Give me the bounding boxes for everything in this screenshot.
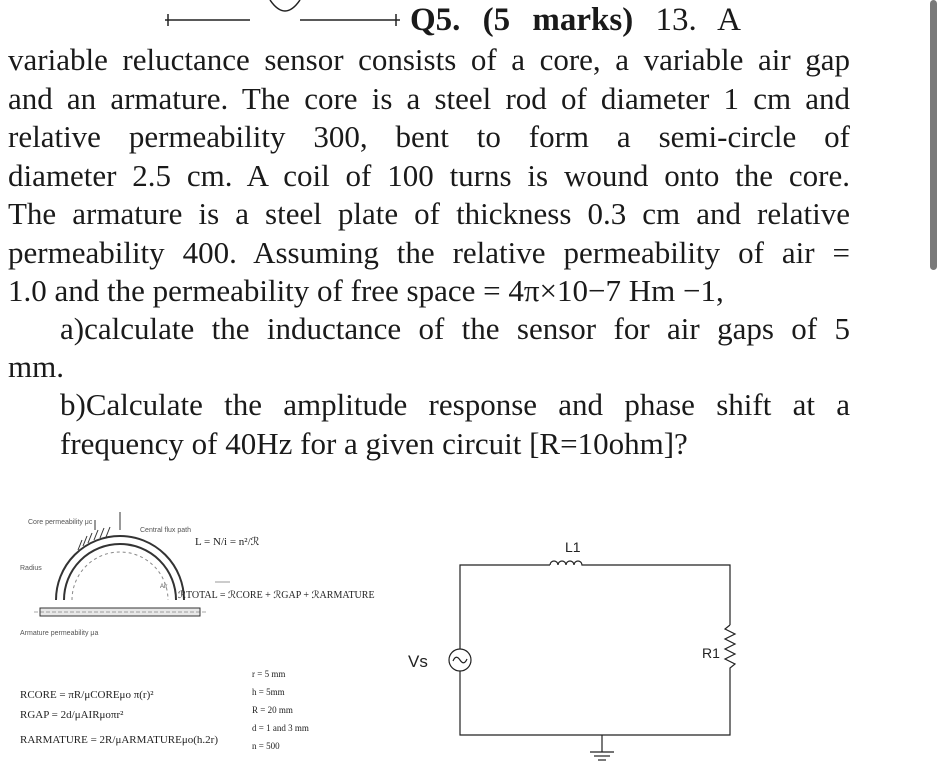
armature-permeability-label: Armature permeability μa — [20, 630, 99, 637]
problem-line: relative permeability 300, bent to form a semi-circle of — [8, 119, 850, 154]
part-a-question-tail: mm. — [8, 349, 64, 384]
problem-line: and an armature. The core is a steel rod of diameter 1 cm and — [8, 80, 850, 116]
resistor-label: R1 — [702, 645, 720, 661]
problem-line: variable reluctance sensor consists of a core, a variable air gap — [8, 42, 850, 77]
inductance-formula: L = N/i = n²/ℛ — [195, 536, 260, 548]
top-arrow-fragment — [160, 0, 410, 30]
question-number: Q5. — [410, 2, 461, 38]
problem-line: diameter 2.5 cm. A coil of 100 turns is wound onto the core. — [8, 157, 850, 193]
air-gap-label: Air — [160, 584, 168, 590]
part-a-question: a)calculate the inductance of the sensor for air gaps of 5 — [60, 311, 850, 346]
armature-reluctance-formula: RARMATURE = 2R/μARMATUREμo(h.2r) — [20, 734, 218, 746]
lead-word: A — [717, 2, 742, 38]
circuit-diagram — [380, 530, 920, 764]
sensor-diagram — [20, 500, 430, 764]
param-big-r: R = 20 mm — [252, 705, 293, 715]
part-b-line: b)Calculate the amplitude response and phase shift at a — [60, 387, 850, 422]
param-h: h = 5mm — [252, 687, 285, 697]
gap-reluctance-formula: RGAP = 2d/μAIRμoπr² — [20, 709, 124, 721]
problem-line: 1.0 and the permeability of free space = 4π×10−7 Hm −1, — [8, 273, 724, 308]
circuit-figure — [380, 530, 920, 764]
core-permeability-label — [28, 519, 93, 526]
item-number: 13. — [655, 2, 697, 38]
part-b-question — [60, 386, 850, 463]
core-label-text: Core permeability μc — [28, 519, 93, 526]
sensor-figure — [20, 500, 430, 764]
param-r: r = 5 mm — [252, 669, 286, 679]
question-marks: (5 marks) — [482, 2, 634, 38]
param-n: n = 500 — [252, 741, 280, 751]
total-reluctance-formula: ℛTOTAL = ℛCORE + ℛGAP + ℛARMATURE — [178, 590, 375, 601]
inductor-icon — [550, 561, 615, 565]
inductor-label: L1 — [565, 539, 581, 555]
resistor-icon — [725, 625, 735, 675]
part-b-line: frequency of 40Hz for a given circuit [R=10ohm]? — [60, 425, 688, 461]
radius-label: Radius — [20, 565, 42, 572]
problem-line: permeability 400. Assuming the relative permeability of air = — [8, 234, 850, 270]
core-reluctance-formula: RCORE = πR/μCOREμo π(r)² — [20, 689, 154, 701]
question-heading — [410, 0, 741, 40]
scrollbar[interactable] — [930, 0, 937, 270]
source-label: Vs — [408, 652, 428, 671]
flux-path-label: Central flux path — [140, 527, 191, 534]
param-d: d = 1 and 3 mm — [252, 723, 309, 733]
problem-line: The armature is a steel plate of thickness 0.3 cm and relative — [8, 196, 850, 231]
problem-statement — [8, 41, 850, 311]
